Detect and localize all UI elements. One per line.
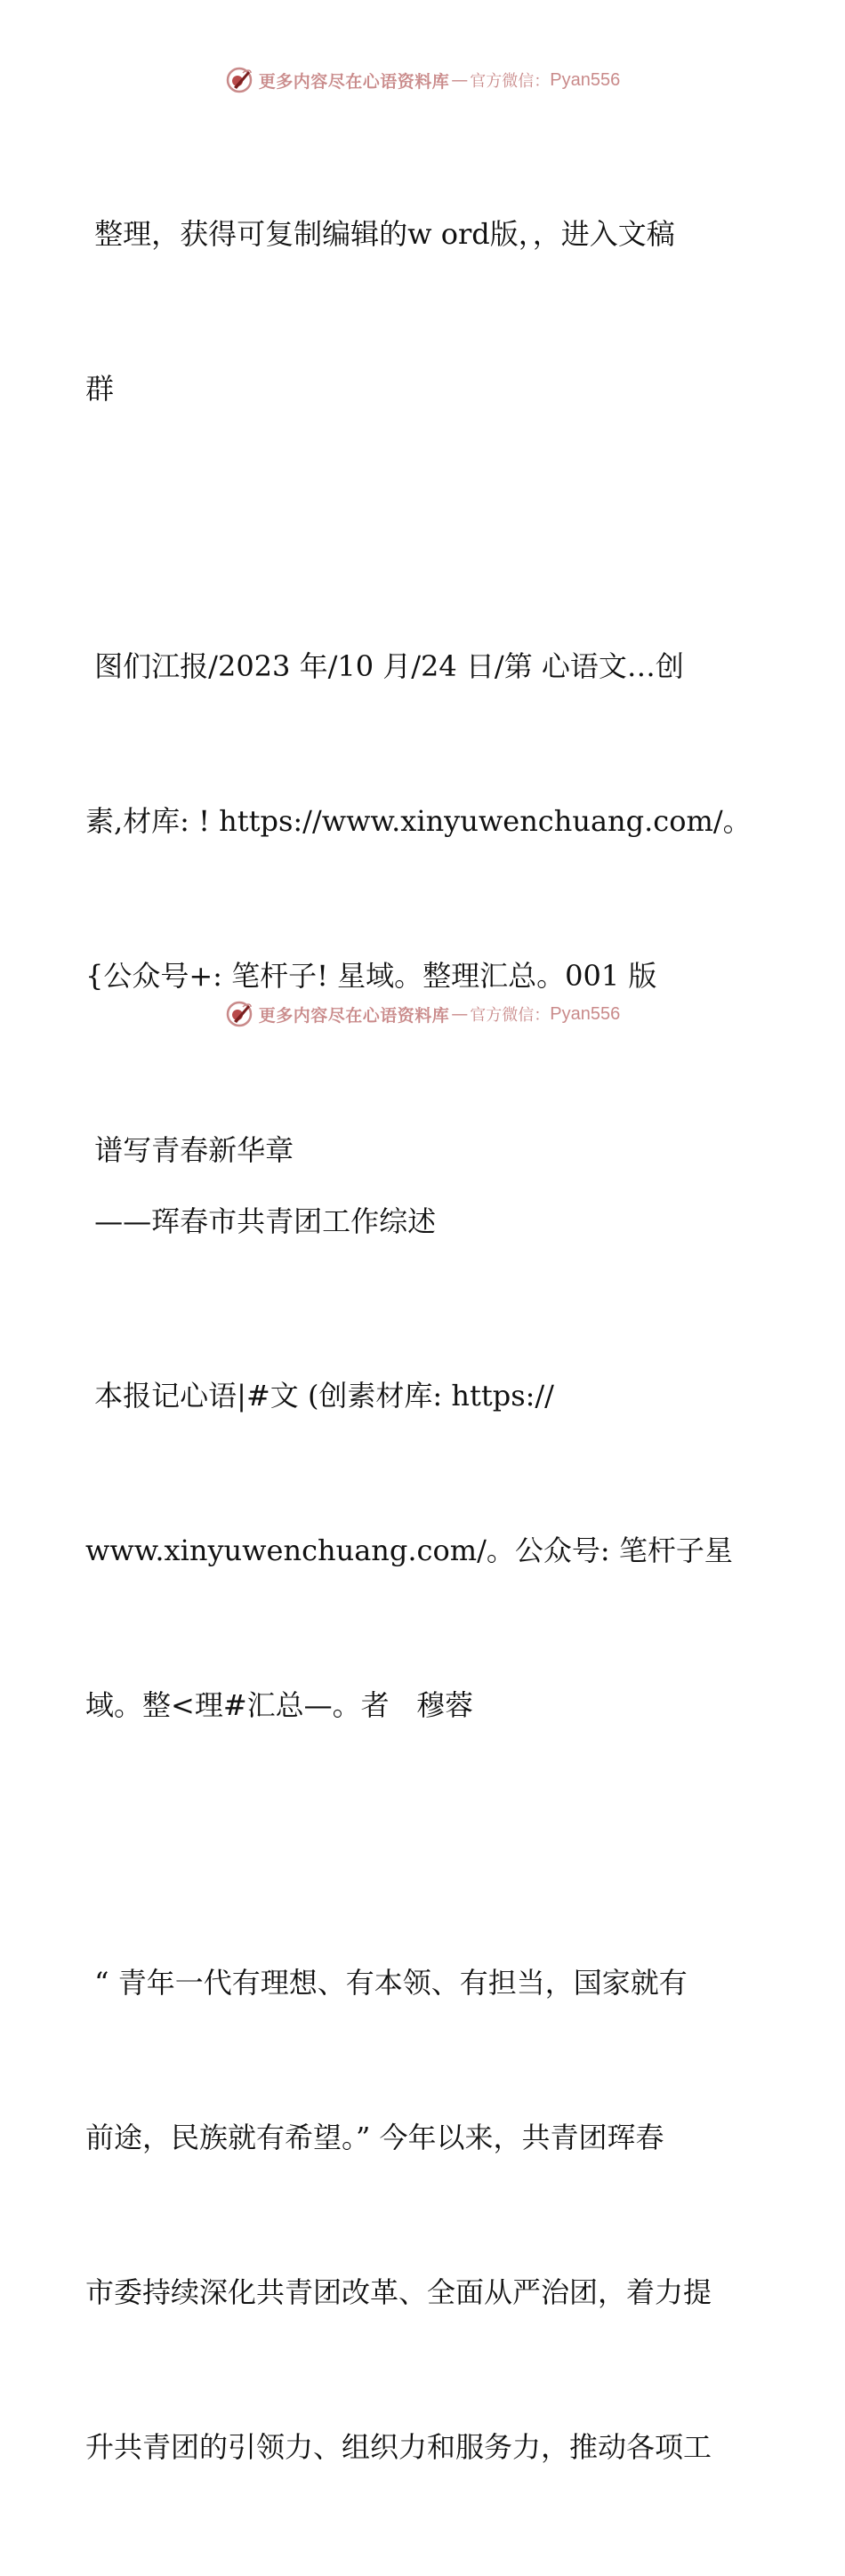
banner-brand-text: 更多内容尽在心语资料库 — [258, 71, 450, 92]
banner-dash: — — [451, 1004, 469, 1024]
document-body — [85, 105, 761, 2576]
text-line: 整理，获得可复制编辑的w ord版，，进入文稿 — [85, 217, 675, 251]
body-paragraph — [85, 1854, 761, 2576]
byline — [85, 1267, 761, 1834]
banner-brand-text: 更多内容尽在心语资料库 — [258, 1005, 450, 1026]
article-title: 谱写青春新华章 — [85, 1133, 294, 1167]
header-watermark-banner — [0, 62, 845, 98]
text-line: {公众号+: 笔杆子! 星域。整理汇总。001 版 — [85, 959, 657, 993]
banner-dash: — — [451, 70, 469, 90]
text-line: “ 青年一代有理想、有本领、有担当，国家就有 — [85, 1966, 688, 2000]
intro-text — [85, 105, 761, 518]
text-line: 素,材库: ! https://www.xinyuwenchuang.com/。 — [85, 804, 752, 838]
banner-wechat-label: 官方微信： — [470, 1006, 551, 1025]
banner-wechat-label: 官方微信： — [470, 72, 551, 91]
footer-watermark-banner — [0, 996, 845, 1032]
text-line: 群 — [85, 372, 115, 406]
text-line: www.xinyuwenchuang.com/。公众号: 笔杆子星 — [85, 1534, 733, 1567]
text-line: 图们江报/2023 年/10 月/24 日/第 心语文…创 — [85, 649, 684, 683]
quill-logo-icon — [225, 1000, 254, 1028]
text-line: 升共青团的引领力、组织力和服务力，推动各项工 — [85, 2430, 712, 2464]
text-line: 域。整<理#汇总—。者 穆蓉 — [85, 1688, 474, 1722]
quill-logo-icon — [225, 66, 254, 94]
banner-wechat-id: Pyan556 — [550, 69, 621, 90]
article-subtitle: ——珲春市共青团工作综述 — [85, 1204, 437, 1238]
banner-wechat-id: Pyan556 — [550, 1003, 621, 1024]
text-line: 前途，民族就有希望。” 今年以来，共青团珲春 — [85, 2121, 664, 2154]
text-line: 本报记心语|#文 (创素材库: https:// — [85, 1379, 554, 1413]
text-line: 市委持续深化共青团改革、全面从严治团，着力提 — [85, 2275, 712, 2309]
